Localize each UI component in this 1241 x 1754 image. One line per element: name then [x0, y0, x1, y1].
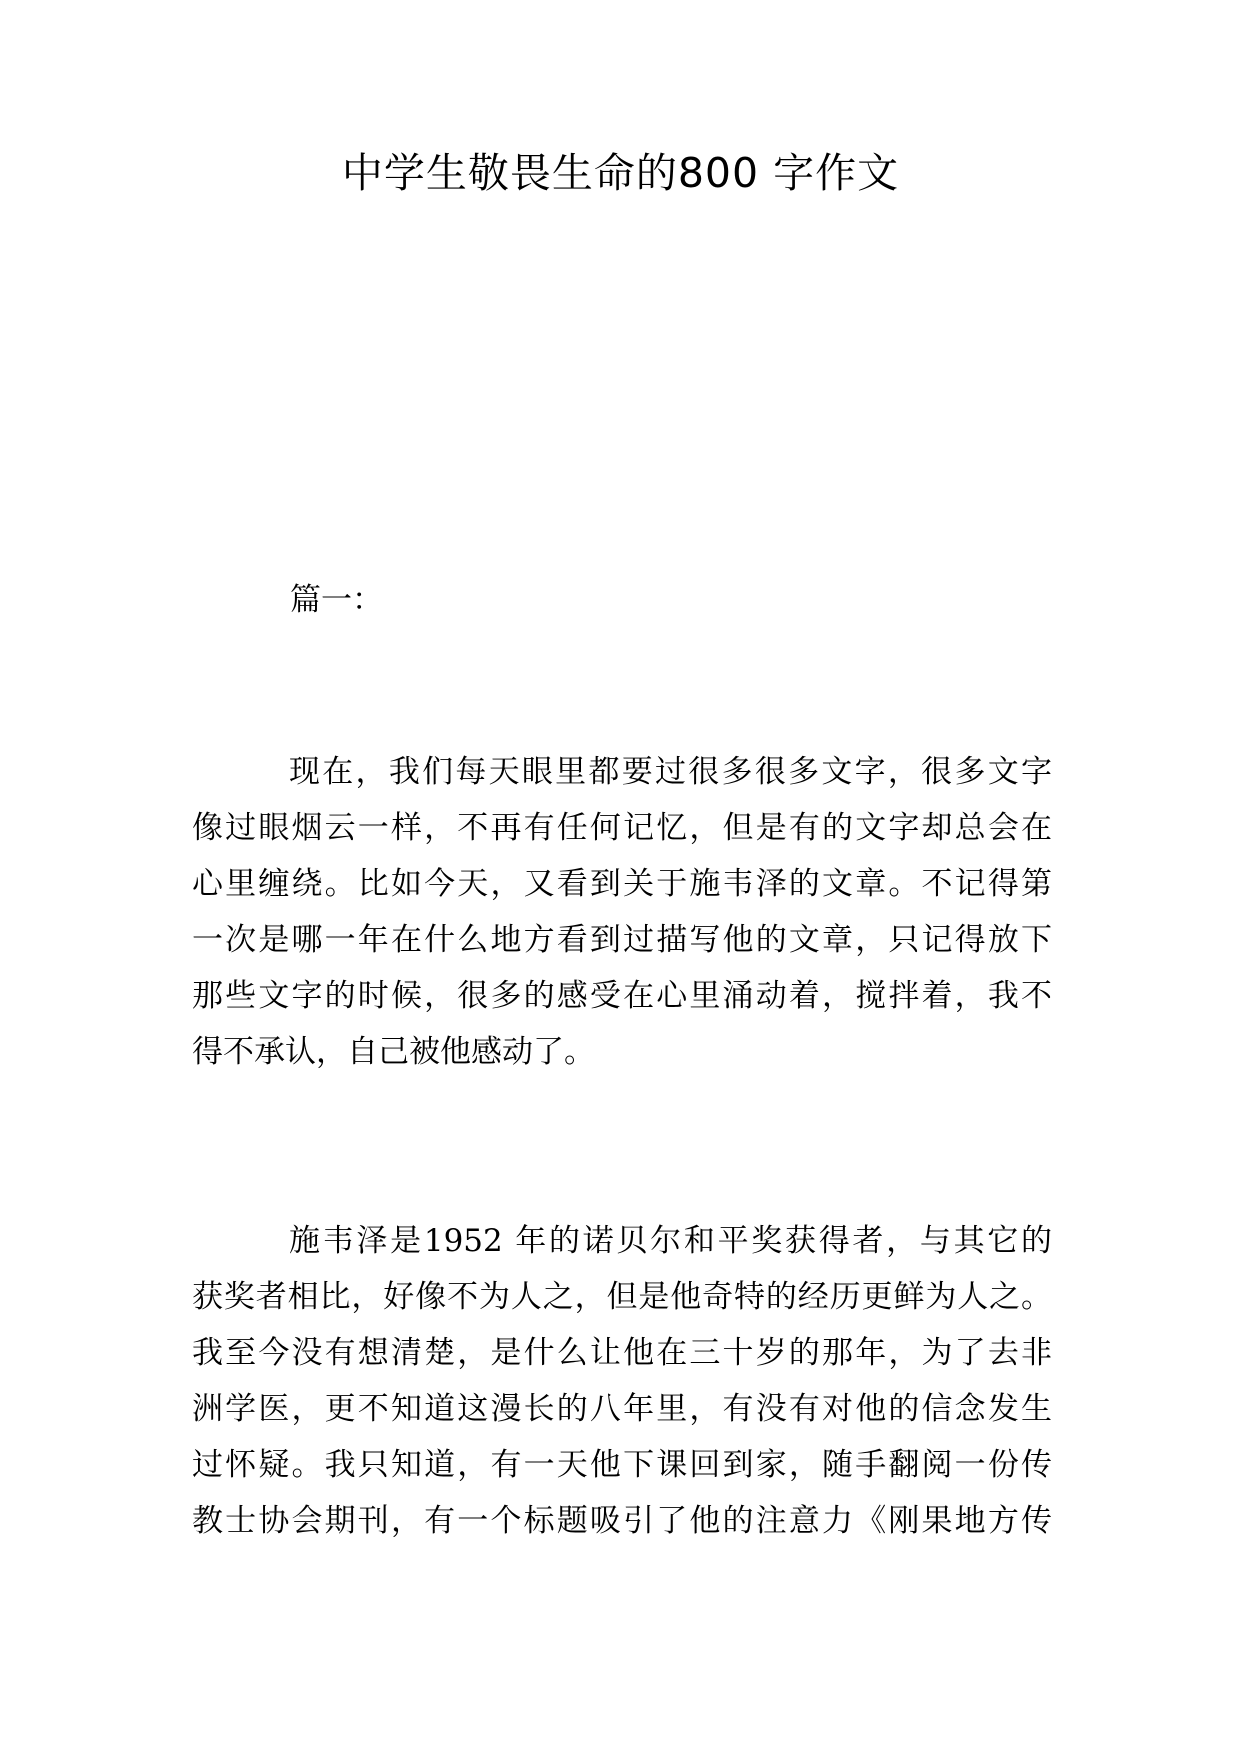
paragraph-line: 施韦泽是1952 年的诺贝尔和平奖获得者，与其它的 — [289, 1223, 1052, 1259]
document-title: 中学生敬畏生命的800 字作文 — [341, 149, 900, 197]
paragraph-1 — [192, 744, 1052, 1080]
paragraph-line: 像过眼烟云一样，不再有任何记忆，但是有的文字却总会在 — [192, 810, 1052, 846]
paragraph-line: 现在，我们每天眼里都要过很多很多文字，很多文字 — [289, 754, 1052, 790]
paragraph-line: 过怀疑。我只知道，有一天他下课回到家，随手翻阅一份传 — [192, 1447, 1052, 1483]
paragraph-line: 心里缠绕。比如今天，又看到关于施韦泽的文章。不记得第 — [192, 866, 1052, 902]
paragraph-line: 一次是哪一年在什么地方看到过描写他的文章，只记得放下 — [192, 922, 1052, 958]
paragraph-2 — [192, 1213, 1052, 1549]
section-label: 篇一： — [290, 582, 383, 618]
paragraph-line: 得不承认，自己被他感动了。 — [192, 1034, 595, 1070]
paragraph-line: 洲学医，更不知道这漫长的八年里，有没有对他的信念发生 — [192, 1391, 1052, 1427]
paragraph-line: 获奖者相比，好像不为人之，但是他奇特的经历更鲜为人之。 — [192, 1279, 1052, 1315]
paragraph-line: 教士协会期刊，有一个标题吸引了他的注意力《刚果地方传 — [192, 1503, 1052, 1539]
paragraph-line: 那些文字的时候，很多的感受在心里涌动着，搅拌着，我不 — [192, 978, 1052, 1014]
paragraph-line: 我至今没有想清楚，是什么让他在三十岁的那年，为了去非 — [192, 1335, 1052, 1371]
